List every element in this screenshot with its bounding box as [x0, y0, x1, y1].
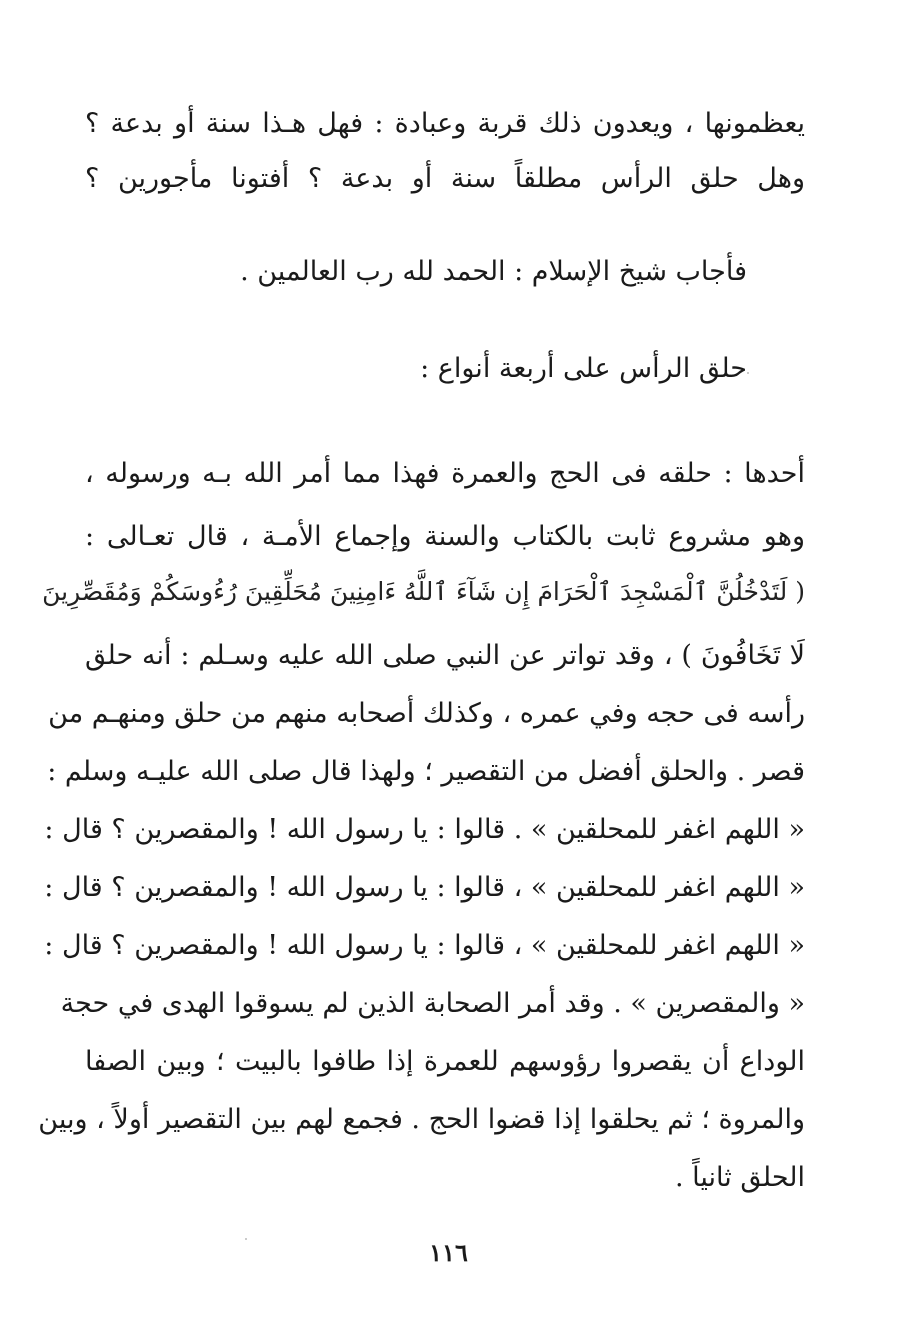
quran-verse-line: ( لَتَدْخُلُنَّ ٱلْمَسْجِدَ ٱلْحَرَامَ إِن شَآءَ ٱللَّهُ ءَامِنِينَ مُحَلِّقِينَ رُءُوسَكُمْ وَمُقَصِّرِينَ [42, 577, 805, 606]
text-line-14: « والمقصرين » . وقد أمر الصحابة الذين لم يسوقوا الهدى في حجة [60, 988, 805, 1019]
text-line-8: لَا تَخَافُونَ ) ، وقد تواتر عن النبي صلى الله عليه وسـلم : أنه حلق [85, 640, 805, 671]
text-line-2: وهل حلق الرأس مطلقاً سنة أو بدعة ؟ أفتونا مأجورين ؟ [85, 163, 805, 194]
text-line-16: والمروة ؛ ثم يحلقوا إذا قضوا الحج . فجمع لهم بين التقصير أولاً ، وبين [38, 1104, 805, 1135]
scan-speck [245, 1238, 247, 1240]
text-line-6: وهو مشروع ثابت بالكتاب والسنة وإجماع الأمـة ، قال تعـالى : [85, 521, 805, 552]
hadith-line-3: « اللهم اغفر للمحلقين » ، قالوا : يا رسول الله ! والمقصرين ؟ قال : [44, 930, 805, 961]
text-line-5: أحدها : حلقه فى الحج والعمرة فهذا مما أمر الله بـه ورسوله ، [85, 458, 805, 489]
hadith-line-2: « اللهم اغفر للمحلقين » ، قالوا : يا رسول الله ! والمقصرين ؟ قال : [44, 872, 805, 903]
scan-speck [747, 372, 749, 374]
text-line-1: يعظمونها ، ويعدون ذلك قربة وعبادة : فهل هـذا سنة أو بدعة ؟ [85, 108, 805, 139]
section-heading: حلق الرأس على أربعة أنواع : [420, 353, 747, 384]
text-line-10: قصر . والحلق أفضل من التقصير ؛ ولهذا قال صلى الله عليـه وسلم : [47, 756, 805, 787]
text-line-9: رأسه فى حجه وفي عمره ، وكذلك أصحابه منهم من حلق ومنهـم من [48, 698, 805, 729]
hadith-line-1: « اللهم اغفر للمحلقين » . قالوا : يا رسول الله ! والمقصرين ؟ قال : [44, 814, 805, 845]
answer-heading: فأجاب شيخ الإسلام : الحمد لله رب العالمين . [240, 256, 747, 287]
page-number: ١١٦ [429, 1238, 468, 1267]
text-line-15: الوداع أن يقصروا رؤوسهم للعمرة إذا طافوا بالبيت ؛ وبين الصفا [85, 1046, 805, 1077]
text-line-17: الحلق ثانياً . [675, 1162, 805, 1193]
